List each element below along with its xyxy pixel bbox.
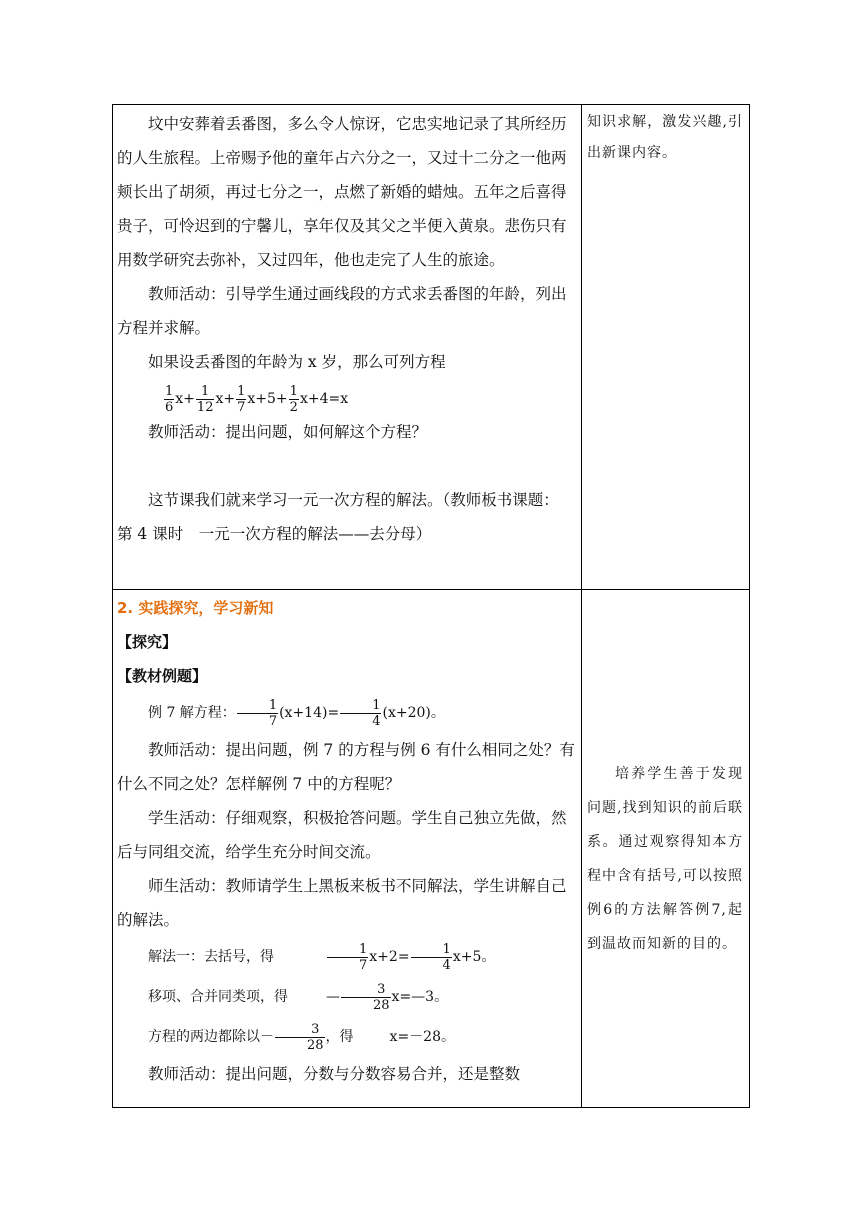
example-7: 例 7 解方程： $\frac{1}{7}$ (x+14)= $\frac{1}{4}$ (x+20)。 — [148, 697, 445, 729]
fraction: $\frac{3}{28}$ — [275, 1022, 325, 1053]
fraction: $\frac{1}{4}$ — [340, 698, 381, 729]
intro-side-note: 知识求解，激发兴趣,引出新课内容。 — [587, 114, 743, 161]
explore-heading: 【探究】 — [117, 633, 178, 651]
section-title: 2. 实践探究，学习新知 — [117, 599, 274, 617]
student-activity: 学生活动：仔细观察，积极抢答问题。学生自己独立先做，然后与同组交流，给学生充分时间交流。 — [117, 809, 567, 861]
story-paragraph: 坟中安葬着丢番图，多么令人惊讶，它忠实地记录了其所经历的人生旅程。上帝赐予他的童年占六分之一，又过十二分之一他两颊长出了胡须，再过七分之一，点燃了新婚的蜡烛。五年之后喜得贵子，可怜迟到的宁馨儿，享年仅及其父之半便入黄泉。悲伤只有用数学研究去弥补，又过四年，他也走完了人生的旅途。 — [117, 115, 567, 269]
teacher-activity-3: 教师活动：提出问题，例 7 的方程与例 6 有什么相同之处？有什么不同之处？怎样解例 7 中的方程呢？ — [117, 741, 575, 793]
lesson-title-text: 这节课我们就来学习一元一次方程的解法。（教师板书课题： 第 4 课时 一元一次方程的解法——去分母） — [117, 491, 567, 543]
fraction: $\frac{1}{7}$ — [237, 383, 246, 415]
column-divider — [581, 105, 582, 1107]
diophantus-equation: $\frac{1}{6}$ x+ $\frac{1}{12}$ x+ $\frac{1}{7}$ x+5+ $\frac{1}{2}$ x+4=x — [165, 383, 349, 415]
section2-side-note: 培养学生善于发现问题,找到知识的前后联系。通过观察得知本方程中含有括号,可以按照例6的方法解答例7,起到温故而知新的目的。 — [587, 766, 743, 952]
solution-step-2: 移项、合并同类项，得 — $\frac{3}{28}$ x=—3。 — [148, 981, 449, 1013]
teacher-student-activity: 师生活动：教师请学生上黑板来板书不同解法，学生讲解自己的解法。 — [117, 877, 567, 929]
solution-step-3: 方程的两边都除以－ $\frac{3}{28}$ ，得 x=－28。 — [148, 1021, 455, 1053]
assume-text: 如果设丢番图的年龄为 x 岁，那么可列方程 — [148, 353, 446, 371]
fraction: $\frac{1}{4}$ — [411, 942, 452, 973]
teacher-activity-1: 教师活动：引导学生通过画线段的方式求丢番图的年龄，列出方程并求解。 — [117, 285, 567, 337]
textbook-heading: 【教材例题】 — [117, 667, 208, 685]
intro-cell — [117, 107, 575, 551]
section2-cell — [117, 591, 575, 1091]
fraction: $\frac{1}{12}$ — [196, 383, 214, 415]
solution-step-1: 解法一：去括号，得 $\frac{1}{7}$ x+2= $\frac{1}{4}$ x+5。 — [148, 941, 496, 973]
fraction: $\frac{1}{2}$ — [289, 383, 298, 415]
fraction: $\frac{1}{6}$ — [165, 383, 174, 415]
fraction: $\frac{3}{28}$ — [341, 982, 391, 1013]
fraction: $\frac{1}{7}$ — [327, 942, 368, 973]
teacher-activity-2: 教师活动：提出问题，如何解这个方程？ — [148, 423, 428, 441]
row-divider — [113, 589, 749, 590]
lesson-table — [112, 104, 750, 1108]
teacher-activity-4: 教师活动：提出问题，分数与分数容易合并，还是整数 — [148, 1065, 521, 1083]
fraction: $\frac{1}{7}$ — [237, 698, 278, 729]
